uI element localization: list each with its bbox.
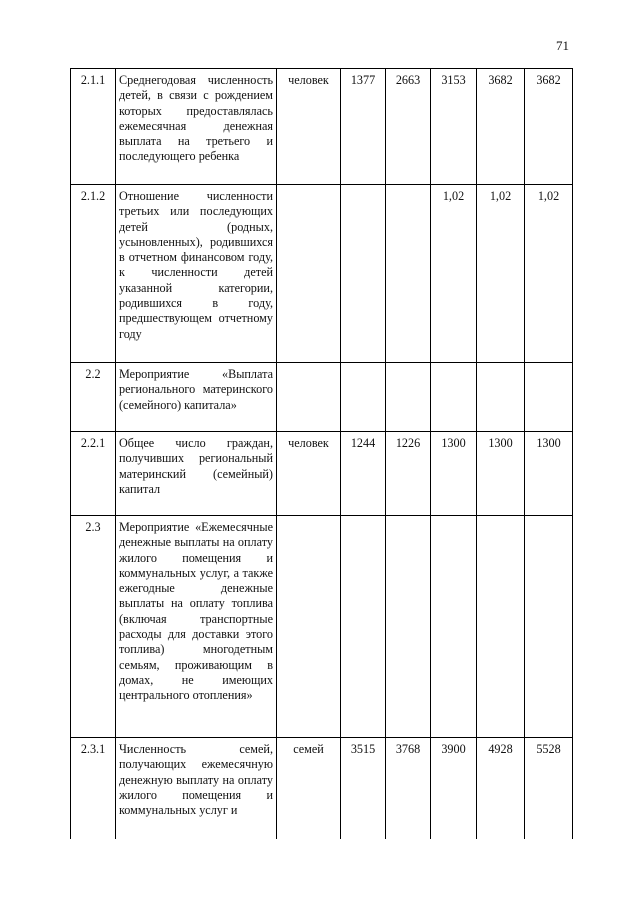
table-row (71, 363, 573, 432)
row-number: 2.3.1 (71, 738, 116, 839)
row-number: 2.1.2 (71, 185, 116, 363)
value-cell: 3768 (386, 738, 431, 839)
unit-cell (277, 516, 341, 738)
indicators-table (70, 68, 573, 839)
value-cell: 5528 (525, 738, 573, 839)
indicator-name: Мероприятие «Ежемесячные денежные выплаты на оплату жилого помещения и коммунальных услуг, а также ежегодные денежные выплаты на оплату топлива (включая транспортные расходы для доставки этого топлива) многодетным семьям, проживающим в домах, не имеющих центрального отопления» (116, 516, 277, 738)
row-number: 2.2.1 (71, 432, 116, 516)
value-cell: 3682 (525, 69, 573, 185)
value-cell: 1226 (386, 432, 431, 516)
value-cell: 1,02 (477, 185, 525, 363)
unit-cell (277, 363, 341, 432)
page-number: 71 (556, 38, 569, 53)
value-cell (525, 363, 573, 432)
value-cell: 2663 (386, 69, 431, 185)
table-row (71, 516, 573, 738)
row-number: 2.3 (71, 516, 116, 738)
value-cell (341, 185, 386, 363)
value-cell: 1300 (525, 432, 573, 516)
table-row (71, 738, 573, 839)
value-cell: 3153 (431, 69, 477, 185)
unit-cell: человек (277, 69, 341, 185)
value-cell (431, 363, 477, 432)
table-row (71, 185, 573, 363)
value-cell (341, 516, 386, 738)
value-cell (525, 516, 573, 738)
unit-cell: человек (277, 432, 341, 516)
value-cell (386, 185, 431, 363)
unit-cell (277, 185, 341, 363)
value-cell: 1244 (341, 432, 386, 516)
value-cell: 4928 (477, 738, 525, 839)
value-cell: 1300 (477, 432, 525, 516)
indicator-name: Численность семей, получающих ежемесячную денежную выплату на оплату жилого помещения и коммунальных услуг и (116, 738, 277, 839)
value-cell: 1300 (431, 432, 477, 516)
value-cell: 1,02 (431, 185, 477, 363)
value-cell: 1377 (341, 69, 386, 185)
table-row (71, 432, 573, 516)
unit-cell: семей (277, 738, 341, 839)
value-cell: 3900 (431, 738, 477, 839)
row-number: 2.2 (71, 363, 116, 432)
table-row (71, 69, 573, 185)
value-cell (386, 363, 431, 432)
row-number: 2.1.1 (71, 69, 116, 185)
value-cell (477, 516, 525, 738)
indicator-name: Отношение численности третьих или последующих детей (родных, усыновленных), родившихся в отчетном финансовом году, к численности детей указанной категории, родившихся в году, предшествующем отчетному году (116, 185, 277, 363)
value-cell (477, 363, 525, 432)
indicator-name: Среднегодовая численность детей, в связи с рождением которых предоставлялась ежемесячная денежная выплата на третьего и последующего ребенка (116, 69, 277, 185)
value-cell: 3682 (477, 69, 525, 185)
indicator-name: Общее число граждан, получивших региональный материнский (семейный) капитал (116, 432, 277, 516)
value-cell (386, 516, 431, 738)
value-cell: 3515 (341, 738, 386, 839)
value-cell: 1,02 (525, 185, 573, 363)
value-cell (431, 516, 477, 738)
value-cell (341, 363, 386, 432)
indicator-name: Мероприятие «Выплата регионального материнского (семейного) капитала» (116, 363, 277, 432)
